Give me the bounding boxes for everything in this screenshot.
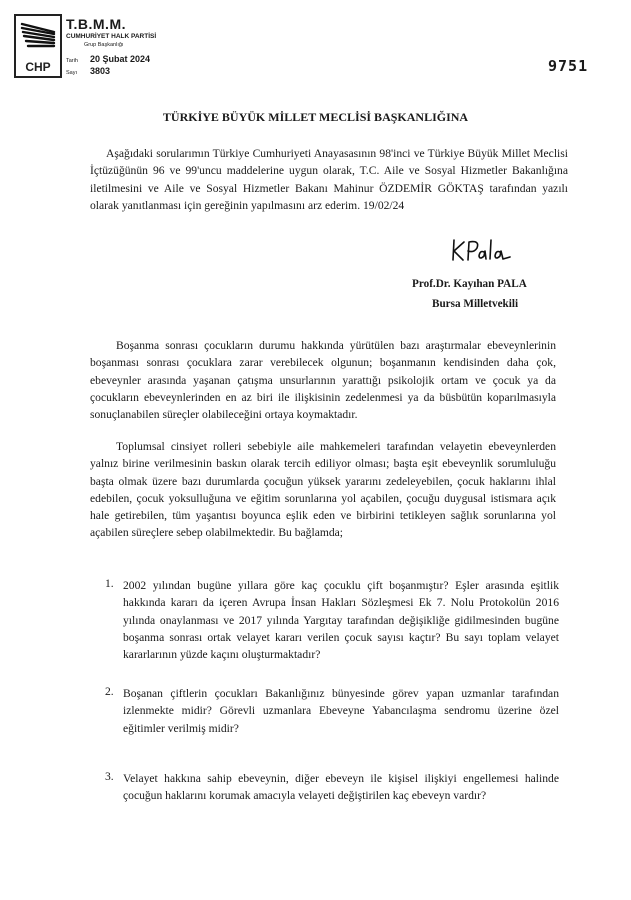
body-paragraph: Toplumsal cinsiyet rolleri sebebiyle aile mahkemeleri tarafından velayetin ebeveynlerden yalnız birine verilmesinin baskın olarak tercih ediliyor olması; başta eşit ebeveynlik sorumluluğu başta olmak üzere bazı durumlarda çocuğun yüksek yararını zedeleyebilen, çocuk haklarını ihlal edebilen, çocuk yoksulluğuna ve eğitim sorunlarına yol açabilen, çocuğu duygusal istismara açık hale getirebilen, tüm yaşantısı boyunca eşlik eden ve birbirini tetikleyen sağlık sorunlarına yol açabilen süreçlere sebep olabilmektedir. Bu bağlamda; [90,440,556,540]
number-label: Sayı [66,70,78,76]
intro-paragraph: Aşağıdaki sorularımın Türkiye Cumhuriyeti Anayasasının 98'inci ve Türkiye Büyük Millet Meclisi İçtüzüğünün 96 ve 99'uncu maddelerine uygun olarak, T.C. Aile ve Sosyal Hizmetler Bakanlığına iletilmesini ve Aile ve Sosyal Hizmetler Bakanı Mahinur ÖZDEMİR GÖKTAŞ tarafından yazılı olarak yanıtlanması için gereğinin yapılmasını arz ederim. 19/02/24 [90,147,568,212]
signer-office: Bursa Milletvekili [432,298,519,310]
group-name: Grup Başkanlığı [84,42,124,48]
question-text: Velayet hakkına sahip ebeveynin, diğer ebeveyn ile kişisel ilişkiyi engellemesi halinde çocuğun haklarını korumak amacıyla velayeti değiştirilen kaç ebeveyn vardır? [123,772,559,803]
handwritten-signature [450,236,514,264]
six-arrows-icon [18,18,58,54]
question-number: 1. [105,577,114,590]
question-text: 2002 yılından bugüne yıllara göre kaç çocuklu çift boşanmıştır? Eşler arasında eşitlik hakkında kararı da içeren Avrupa İnsan Hakları Sözleşmesi Ek 7. Nolu Protokolün 2016 yılında onaylanması ve 2017 yılında Yargıtay tarafından değişikliğe gidilmesinden bugüne boşanma sonrası ortak velayet kararı verilen çocuk sayısı kaçtır? Bu sayı toplam velayet kararlarının yüzde kaçını oluşturmaktadır? [123,579,559,662]
date-label: Tarih [66,58,78,64]
signer-name: Prof.Dr. Kayıhan PALA [412,278,527,290]
number-value: 3803 [90,66,111,76]
party-name: CUMHURİYET HALK PARTİSİ [66,33,157,40]
document-title: TÜRKİYE BÜYÜK MİLLET MECLİSİ BAŞKANLIĞINA [162,110,469,124]
date-value: 20 Şubat 2024 [90,54,151,64]
institution-name: T.B.M.M. [66,16,126,32]
question-text: Boşanan çiftlerin çocukları Bakanlığınız bünyesinde görev yapan uzmanlar tarafından izlenmekte midir? Görevli uzmanlara Ebeveyne Yabancılaşma sendromu üzerine özel eğitimler verilmiş midir? [123,687,559,735]
chp-logo [14,14,62,78]
document-number: 9751 [548,57,589,75]
question-number: 2. [105,685,114,698]
logo-label: CHP [25,60,51,74]
body-paragraph: Boşanma sonrası çocukların durumu hakkında yürütülen bazı araştırmalar ebeveynlerinin boşanması sonrası çocuklara zarar verebilecek olgunun; boşanmanın kendisinden daha çok, ebeveynler arasında yaşanan çatışma unsurlarının yarattığı psikolojik ortam ve çocuk ya da çocukların ebeveynlerinden en az biri ile ilişkisinin zedelenmesi ya da büsbütün koparılmasıyla sonuçlanabilen süreçler olabileceğini ortaya koymaktadır. [90,339,556,422]
question-number: 3. [105,770,114,783]
